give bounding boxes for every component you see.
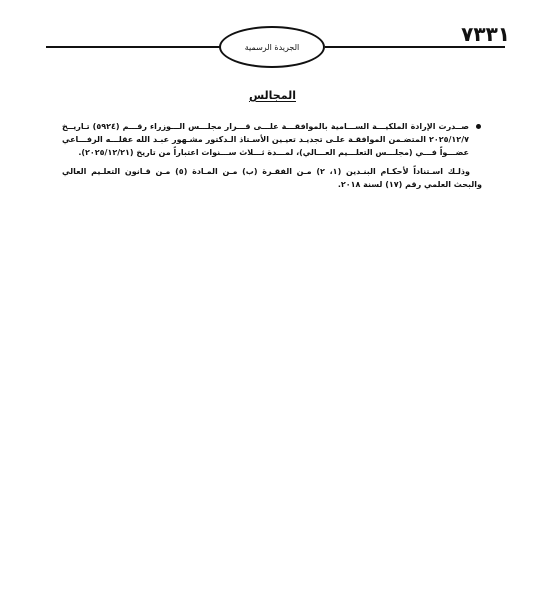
decree-bullet-item — [62, 120, 482, 159]
header-rule-right — [325, 46, 505, 48]
legal-basis-paragraph: وذلـك اسـتناداً لأحكـام البنـدين (١، ٢) مـن الفقـرة (ب) مـن المـادة (٥) مـن قـانون التعلـيم العالي والبحث العلمي رقم (١٧) لسنة ٢٠١٨. — [62, 167, 482, 189]
publication-title: الجريدة الرسمية — [244, 42, 300, 52]
section-title — [0, 89, 545, 102]
decree-text: صــدرت الإرادة الملكيـــة الســـامية بالموافقـــة علـــى قـــرار مجلـــس الـــوزراء رقـــم (٥٩٢٤) تـاريــخ ٢٠٢٥/١٢/٧ المتضـمن الموافقـة علـى تجديـد تعيـين الأسـتاذ الـدكتور مشـهور عبـد الله عقلـــه الرفـــاعي عضـــواً فـــي (مجلـــس التعلـــيم العـــالي)، لمـــدة ثـــلاث ســـنوات اعتباراً من تاريخ (٢٠٢٥/١٢/٢١). — [62, 122, 469, 157]
page-number: ٧٣٣١ — [461, 22, 510, 46]
publication-title-oval — [219, 26, 325, 68]
bullet-icon — [476, 124, 481, 129]
header-rule-left — [46, 46, 221, 48]
section-title-text: المجالس — [248, 89, 296, 102]
document-body — [62, 120, 482, 191]
page-header — [0, 0, 545, 90]
